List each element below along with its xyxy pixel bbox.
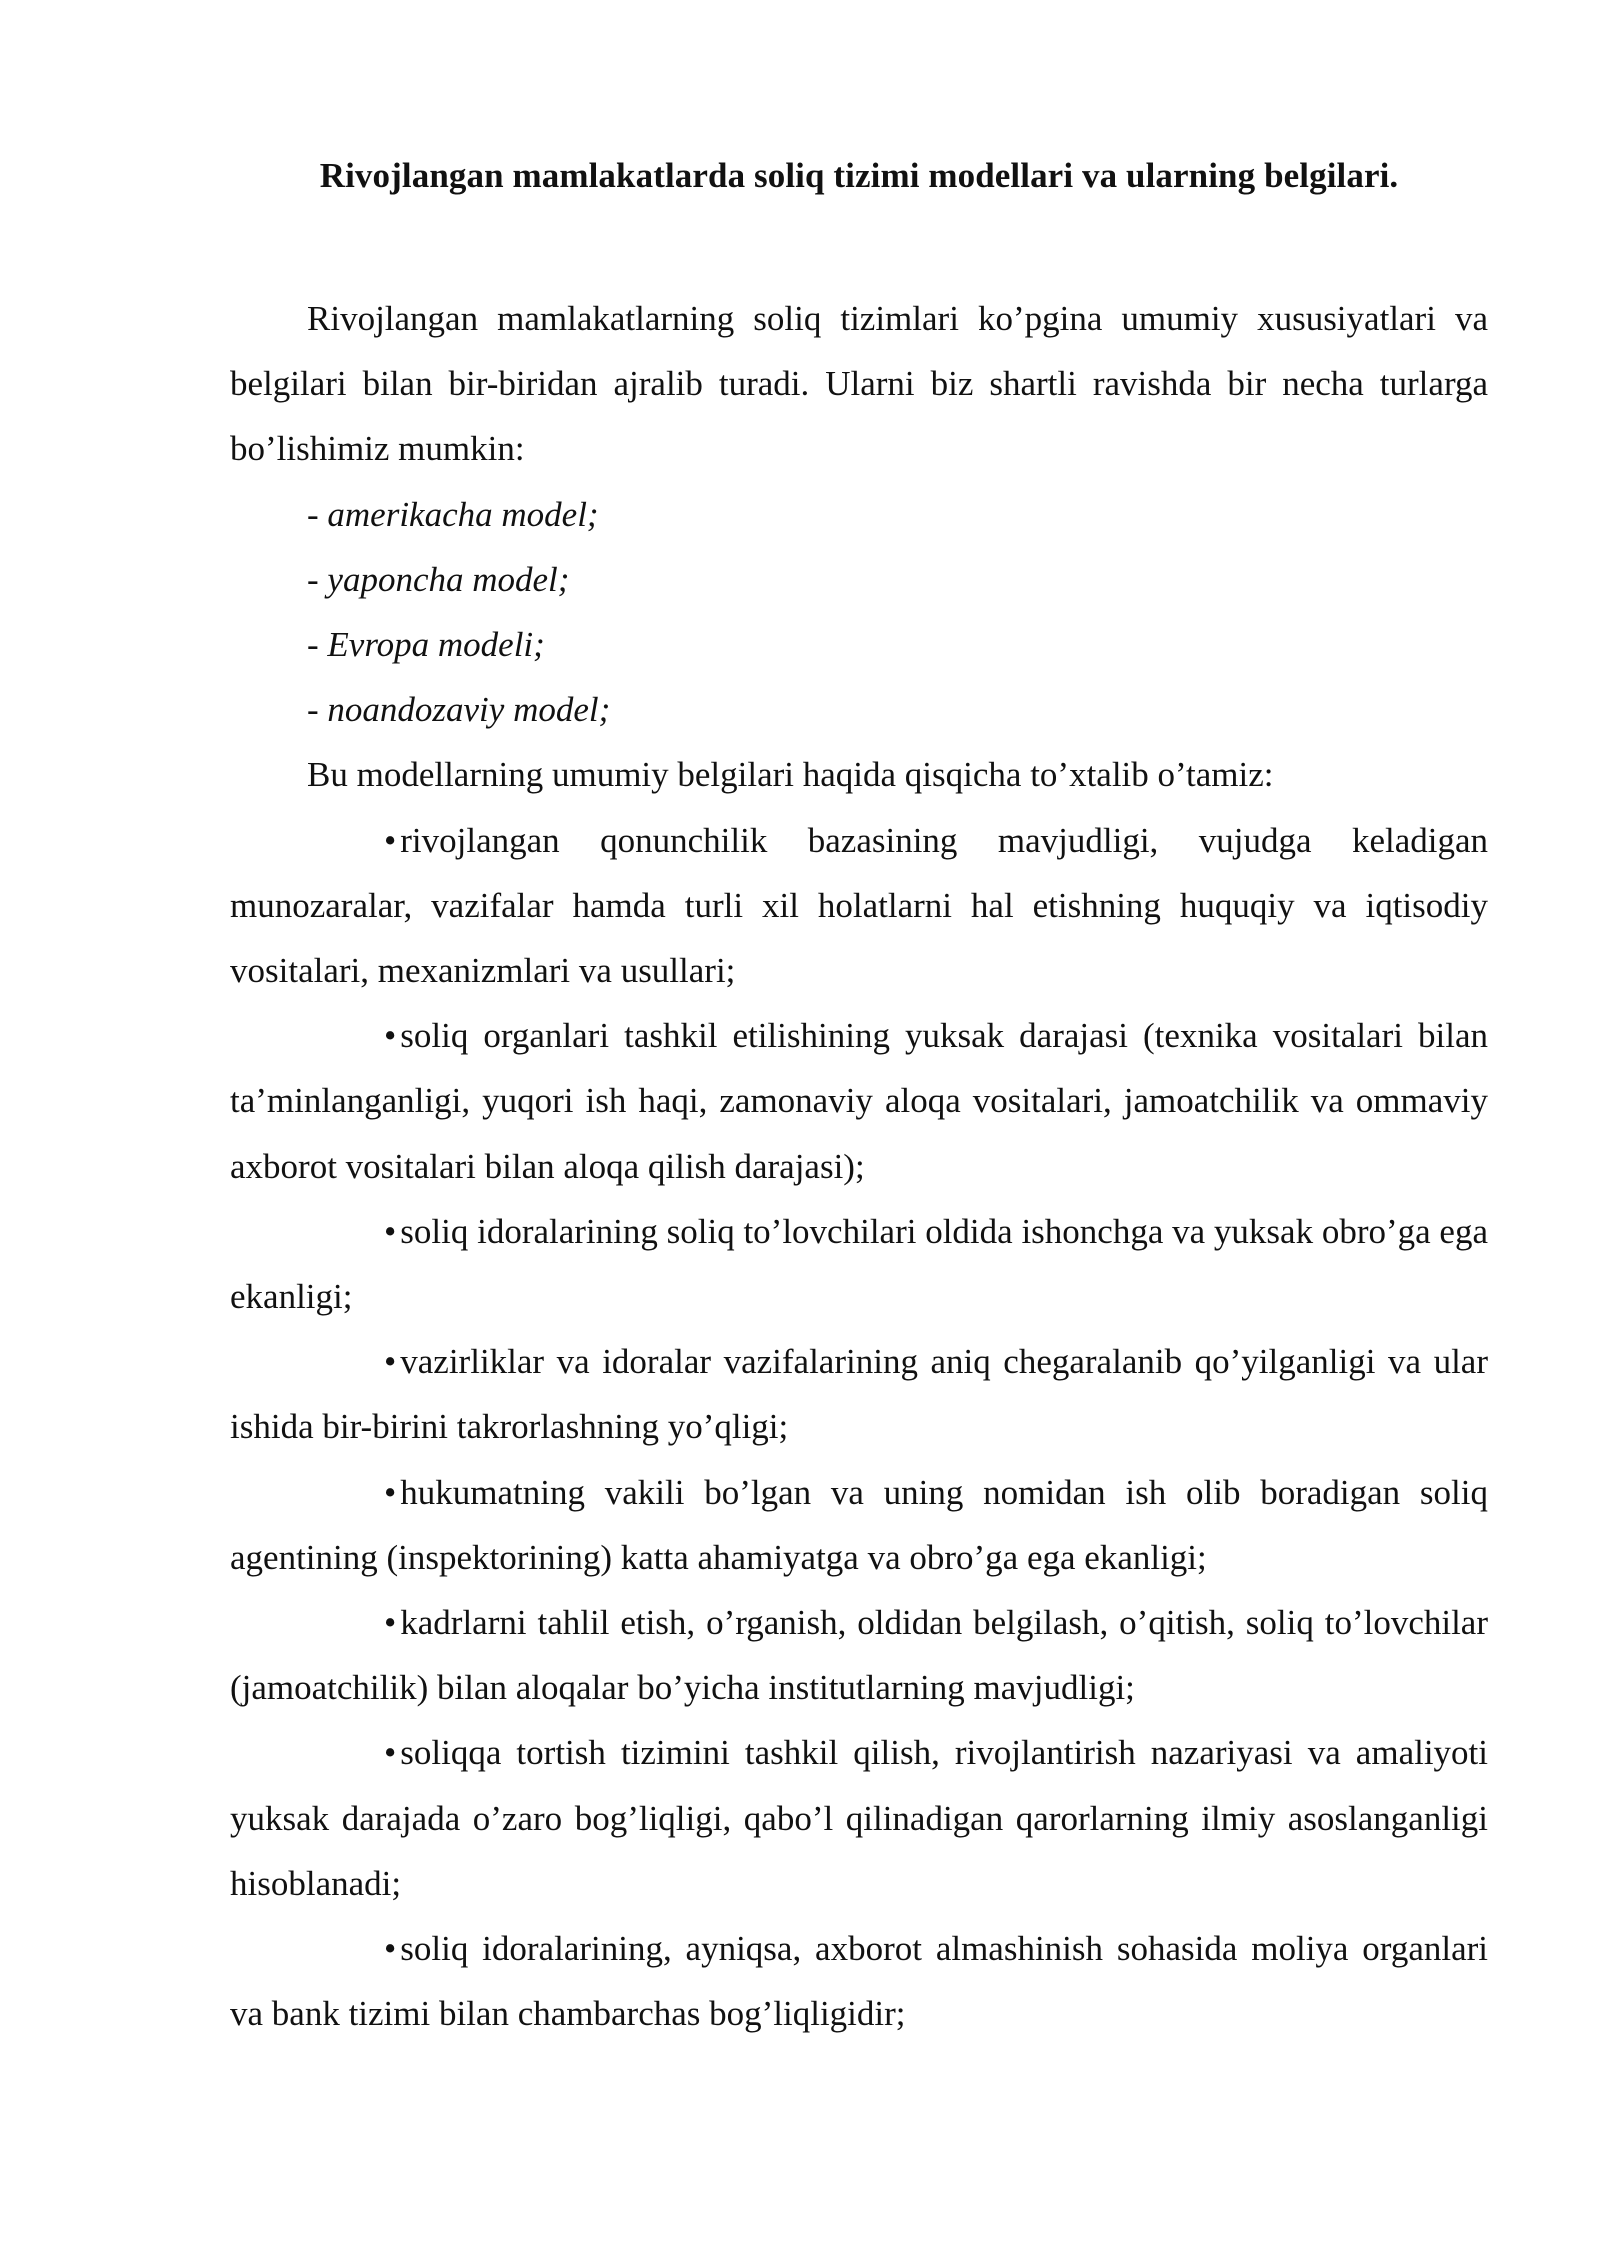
bullet-icon: • xyxy=(384,1342,397,1382)
document-content xyxy=(230,150,1488,2046)
model-label: Evropa modeli; xyxy=(327,625,545,665)
model-item xyxy=(230,612,1488,677)
bullet-paragraph xyxy=(230,1003,1488,1199)
bullet-icon: • xyxy=(384,1733,397,1773)
bullet-text: rivojlangan qonunchilik bazasining mavjudligi, vujudga keladigan munozaralar, vazifalar hamda turli xil holatlarni hal etishning huquqiy va iqtisodiy vositalari, mexanizmlari va usullari; xyxy=(230,820,1488,991)
bullet-icon: • xyxy=(384,1472,397,1512)
bullet-paragraph xyxy=(230,1720,1488,1916)
model-item xyxy=(230,482,1488,547)
bullet-text: vazirliklar va idoralar vazifalarining aniq chegaralanib qo’yilganligi va ular ishida bir-birini takrorlashning yo’qligi; xyxy=(230,1342,1488,1447)
bullet-icon: • xyxy=(384,1211,397,1251)
dash-marker: - xyxy=(307,494,328,534)
bullet-paragraph xyxy=(230,1590,1488,1720)
bullet-paragraph xyxy=(230,808,1488,1004)
model-item xyxy=(230,677,1488,742)
document-title: Rivojlangan mamlakatlarda soliq tizimi modellari va ularning belgilari. xyxy=(319,156,1399,195)
bullet-text: soliq idoralarining soliq to’lovchilari oldida ishonchga va yuksak obro’ga ega ekanligi; xyxy=(230,1211,1488,1317)
lead-paragraph: Bu modellarning umumiy belgilari haqida qisqicha to’xtalib o’tamiz: xyxy=(307,755,1274,795)
bullet-icon: • xyxy=(384,1929,397,1969)
model-label: noandozaviy model; xyxy=(327,690,611,730)
bullet-text: soliq idoralarining, ayniqsa, axborot almashinish sohasida moliya organlari va bank tizimi bilan chambarchas bog’liqligidir; xyxy=(230,1929,1488,2034)
bullet-text: hukumatning vakili bo’lgan va uning nomidan ish olib boradigan soliq agentining (inspektorining) katta ahamiyatga va obro’ga ega ekanligi; xyxy=(230,1472,1488,1577)
bullet-paragraph xyxy=(230,1329,1488,1459)
bullet-paragraph xyxy=(230,1199,1488,1329)
model-label: yaponcha model; xyxy=(327,559,570,599)
model-label: amerikacha model; xyxy=(327,494,599,534)
intro-paragraph: Rivojlangan mamlakatlarning soliq tizimlari ko’pgina umumiy xususiyatlari va belgilari bilan bir-biridan ajralib turadi. Ularni biz shartli ravishda bir necha turlarga bo’lishimiz mumkin: xyxy=(230,299,1488,469)
dash-marker: - xyxy=(307,625,328,665)
document-body xyxy=(230,286,1488,2046)
dash-marker: - xyxy=(307,690,328,730)
bullet-text: soliq organlari tashkil etilishining yuksak darajasi (texnika vositalari bilan ta’minlanganligi, yuqori ish haqi, zamonaviy aloqa vositalari, jamoatchilik va ommaviy axborot vositalari bilan aloqa qilish darajasi); xyxy=(230,1016,1488,1186)
bullet-icon: • xyxy=(384,1603,397,1643)
bullet-icon: • xyxy=(384,820,397,860)
dash-marker: - xyxy=(307,559,328,599)
model-item xyxy=(230,547,1488,612)
bullet-paragraph xyxy=(230,1916,1488,2046)
bullet-paragraph xyxy=(230,1460,1488,1590)
bullet-icon: • xyxy=(384,1016,397,1056)
bullet-text: soliqqa tortish tizimini tashkil qilish, rivojlantirish nazariyasi va amaliyoti yuksak darajada o’zaro bog’liqligi, qabo’l qilinadigan qarorlarning ilmiy asoslanganligi hisoblanadi; xyxy=(230,1733,1488,1903)
bullet-text: kadrlarni tahlil etish, o’rganish, oldidan belgilash, o’qitish, soliq to’lovchilar (jamoatchilik) bilan aloqalar bo’yicha institutlarning mavjudligi; xyxy=(230,1603,1488,1708)
